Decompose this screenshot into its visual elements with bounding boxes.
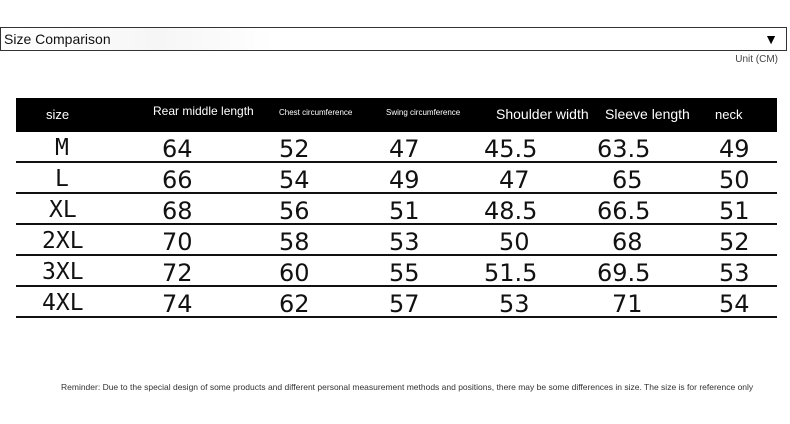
cell-sleeve-length: 65 [612,166,643,194]
cell-chest-circumference: 54 [279,166,310,194]
table-row [16,256,777,287]
header-neck: neck [715,107,743,122]
cell-size: 4XL [42,290,84,316]
cell-swing-circumference: 55 [389,259,420,287]
table-row [16,225,777,256]
cell-rear-middle-length: 72 [162,259,193,287]
cell-shoulder-width: 51.5 [484,259,538,287]
cell-swing-circumference: 53 [389,228,420,256]
table-header [16,98,777,132]
cell-rear-middle-length: 74 [162,290,193,318]
cell-shoulder-width: 50 [499,228,530,256]
cell-chest-circumference: 56 [279,197,310,225]
dropdown-label: Size Comparison [4,31,111,47]
cell-swing-circumference: 57 [389,290,420,318]
cell-shoulder-width: 47 [499,166,530,194]
header-swing-circumference: Swing circumference [386,108,461,117]
cell-sleeve-length: 69.5 [597,259,651,287]
cell-neck: 53 [719,259,750,287]
cell-sleeve-length: 63.5 [597,135,651,163]
cell-neck: 54 [719,290,750,318]
cell-rear-middle-length: 66 [162,166,193,194]
header-rear-middle-length: Rear middle length [153,104,254,118]
cell-sleeve-length: 68 [612,228,643,256]
table-row [16,287,777,318]
cell-size: L [55,166,69,192]
cell-swing-circumference: 51 [389,197,420,225]
cell-shoulder-width: 45.5 [484,135,538,163]
table-row [16,132,777,163]
cell-sleeve-length: 66.5 [597,197,651,225]
cell-size: M [55,135,69,161]
table-row [16,163,777,194]
header-sleeve-length: Sleeve length [605,106,690,122]
size-table [16,98,777,318]
reminder-note: Reminder: Due to the special design of some products and different personal measurement methods and positions, there may be some differences in size. The size is for reference only [61,382,754,392]
header-chest-circumference: Chest circumference [279,108,353,117]
chevron-down-icon[interactable]: ▼ [764,31,778,47]
cell-size: XL [49,197,77,223]
unit-label: Unit (CM) [735,54,778,65]
header-shoulder-width: Shoulder width [496,106,589,122]
cell-neck: 50 [719,166,750,194]
cell-size: 3XL [42,259,84,285]
cell-size: 2XL [42,228,84,254]
cell-neck: 52 [719,228,750,256]
table-row [16,194,777,225]
cell-rear-middle-length: 70 [162,228,193,256]
cell-chest-circumference: 58 [279,228,310,256]
cell-shoulder-width: 48.5 [484,197,538,225]
cell-neck: 51 [719,197,750,225]
cell-neck: 49 [719,135,750,163]
header-size: size [46,107,70,122]
cell-chest-circumference: 52 [279,135,310,163]
cell-swing-circumference: 49 [389,166,420,194]
size-comparison-dropdown[interactable] [0,27,787,51]
cell-sleeve-length: 71 [612,290,643,318]
cell-rear-middle-length: 68 [162,197,193,225]
cell-chest-circumference: 60 [279,259,310,287]
cell-rear-middle-length: 64 [162,135,193,163]
cell-shoulder-width: 53 [499,290,530,318]
cell-chest-circumference: 62 [279,290,310,318]
cell-swing-circumference: 47 [389,135,420,163]
